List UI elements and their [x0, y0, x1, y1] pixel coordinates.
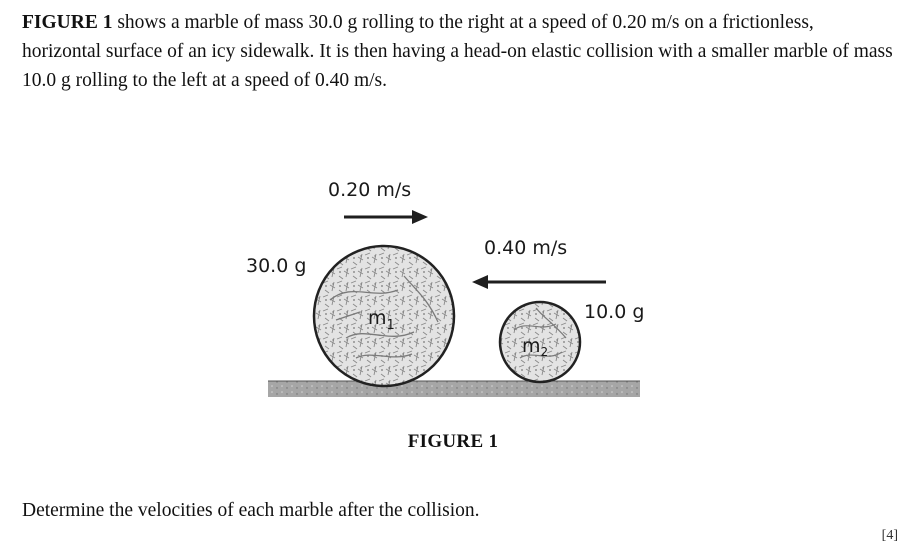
marble-2 [500, 302, 580, 382]
marble-2-label: $m_2$ [522, 335, 549, 359]
ice-surface [268, 381, 640, 397]
marble-1-speed-label: 0.20 m/s [328, 179, 412, 201]
figure-reference: FIGURE 1 [22, 12, 113, 33]
figure-caption: FIGURE 1 [407, 431, 499, 452]
marble-1 [314, 246, 454, 386]
velocity-arrow-left [472, 275, 606, 289]
marble-2-mass-label: 10.0 g [584, 301, 645, 323]
marble-2-speed-label: 0.40 m/s [484, 237, 568, 259]
marks-label: [4] [881, 528, 898, 543]
marble-1-label: $m_1$ [368, 307, 395, 333]
question-body: shows a marble of mass 30.0 g rolling to the right at a speed of 0.20 m/s on a frictionless, horizontal surface of an icy sidewalk. It is then having a head-on elastic collision with a smaller marble of mass 10.0 g rolling to the left at a speed of 0.40 m/s. [22, 12, 893, 91]
marble-1-mass-label: 30.0 g [246, 255, 307, 277]
velocity-arrow-right [344, 210, 428, 224]
task-text: Determine the velocities of each marble after the collision. [22, 500, 480, 521]
